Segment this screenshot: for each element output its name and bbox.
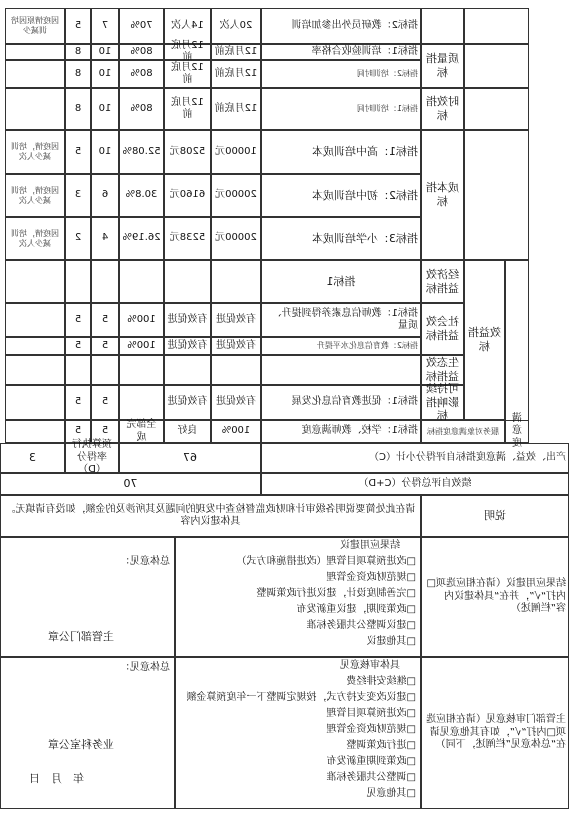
rate-cell: 全部完成 bbox=[119, 420, 164, 443]
audit-overall: 总体意见： bbox=[120, 556, 170, 567]
weight-cell bbox=[91, 355, 119, 385]
value-cell: 100% bbox=[211, 420, 261, 443]
category-econ: 经济效益指标 bbox=[421, 260, 464, 303]
value-cell: 12月底前 bbox=[211, 44, 261, 60]
audit-option[interactable]: □完善制度设计，建议进行政策调整 bbox=[256, 588, 416, 599]
audit-seal: 主管部门公章 bbox=[48, 630, 114, 643]
indicator-cell: 指标1：教师信息素养得到提升、质量 bbox=[261, 303, 421, 337]
rate-cell: 100% bbox=[119, 337, 164, 355]
category-eco: 生态效益指标 bbox=[421, 355, 464, 385]
weight-cell: 10 bbox=[91, 44, 119, 60]
rate-cell: 52.08% bbox=[119, 130, 164, 174]
weight-cell: 5 bbox=[91, 337, 119, 355]
target-cell bbox=[164, 355, 211, 385]
value-cell: 20人次 bbox=[211, 8, 261, 44]
weight-cell: 7 bbox=[91, 8, 119, 44]
weight-cell: 6 bbox=[91, 174, 119, 217]
score-cell: 8 bbox=[65, 88, 91, 130]
finance-left: 主管部门审核意见（请在相应选项□内打“√”，如有其他意见请在“总体意见”栏阐述，下同） bbox=[421, 657, 569, 809]
category-sustain: 可持续影响指标 bbox=[421, 385, 464, 420]
indicator-cell: 指标1：培训时间 bbox=[261, 88, 421, 130]
audit-option[interactable]: □改进预算项目管理（改进措施和方式） bbox=[236, 556, 416, 567]
score-cell bbox=[65, 355, 91, 385]
note-cell bbox=[5, 260, 65, 303]
note-cell bbox=[5, 385, 65, 420]
cat-blank bbox=[421, 8, 464, 44]
finance-option[interactable]: □继续安排经费 bbox=[346, 676, 416, 687]
finance-overall: 总体意见： bbox=[120, 662, 170, 673]
category-social: 社会效益指标 bbox=[421, 303, 464, 355]
finance-option[interactable]: □政策到期重新发布 bbox=[326, 756, 416, 767]
score-cell: 5 bbox=[65, 8, 91, 44]
indicator-cell: 指标1：高中培训成本 bbox=[261, 130, 421, 174]
rate-cell: 30.8% bbox=[119, 174, 164, 217]
score-cell: 5 bbox=[65, 420, 91, 443]
indicator-cell: 指标2：教研员外出参加培训 bbox=[261, 8, 421, 44]
weight-cell: 5 bbox=[91, 303, 119, 337]
value-cell bbox=[211, 260, 261, 303]
value-cell: 20000元 bbox=[211, 174, 261, 217]
category-cost: 成本指标 bbox=[421, 130, 464, 260]
weight-cell: 10 bbox=[91, 88, 119, 130]
score-cell: 5 bbox=[65, 130, 91, 174]
value-cell: 有效促进 bbox=[211, 303, 261, 337]
rate-cell: 70% bbox=[119, 8, 164, 44]
target-cell: 5238元 bbox=[164, 217, 211, 260]
finance-right bbox=[0, 657, 175, 809]
finance-seal: 业务科室公章 bbox=[48, 738, 114, 751]
total-label: 绩效自评总得分（C+D） bbox=[261, 473, 569, 495]
target-cell: 6160元 bbox=[164, 174, 211, 217]
target-cell: 有效促进 bbox=[164, 337, 211, 355]
rate-cell: 26.19% bbox=[119, 217, 164, 260]
remark-label: 说明 bbox=[421, 495, 569, 537]
category-time: 时效指标 bbox=[421, 88, 464, 130]
score-cell: 8 bbox=[65, 60, 91, 88]
rate-cell: 100% bbox=[119, 303, 164, 337]
note-cell: 因疫情原因培训减少 bbox=[5, 8, 65, 44]
target-cell: 有效促进 bbox=[164, 385, 211, 420]
note-cell bbox=[5, 355, 65, 385]
category-quality: 质量指标 bbox=[421, 44, 464, 88]
score-cell: 8 bbox=[65, 44, 91, 60]
value-cell: 20000元 bbox=[211, 217, 261, 260]
exec-value: 3 bbox=[0, 443, 65, 473]
cat-blank bbox=[464, 88, 529, 130]
note-cell: 因疫情，培训减少人次 bbox=[5, 174, 65, 217]
cat-blank bbox=[464, 44, 529, 88]
weight-cell: 10 bbox=[91, 130, 119, 174]
weight-cell: 10 bbox=[91, 60, 119, 88]
score-cell: 5 bbox=[65, 337, 91, 355]
indicator-cell: 指标1：学校、教师满意度 bbox=[261, 420, 421, 443]
value-cell bbox=[211, 355, 261, 385]
note-cell bbox=[5, 88, 65, 130]
satisfy-side-label: 满意度 bbox=[505, 420, 529, 443]
indicator-cell: 指标1：培训验收合格率 bbox=[261, 44, 421, 60]
category-benefit: 效益指标 bbox=[464, 260, 505, 420]
target-cell: 12月底前 bbox=[164, 44, 211, 60]
indicator-cell: 指标1 bbox=[261, 260, 421, 303]
finance-date: 年 月 日 bbox=[29, 772, 84, 785]
subtotal-value: 67 bbox=[119, 443, 261, 473]
note-cell bbox=[5, 44, 65, 60]
audit-option[interactable]: □建议调整公共服务标准 bbox=[306, 620, 416, 631]
cat-blank bbox=[464, 130, 529, 260]
finance-option[interactable]: □进行政策调整 bbox=[346, 740, 416, 751]
score-cell: 3 bbox=[65, 174, 91, 217]
note-cell bbox=[5, 60, 65, 88]
indicator-cell: 指标2：培训时间 bbox=[261, 60, 421, 88]
target-cell: 12月底前 bbox=[164, 88, 211, 130]
note-cell bbox=[5, 337, 65, 355]
rate-cell: 80% bbox=[119, 44, 164, 60]
finance-option[interactable]: □规范财政资金管理 bbox=[326, 724, 416, 735]
target-cell: 良好 bbox=[164, 420, 211, 443]
category-satisfy: 服务对象满意度指标 bbox=[421, 420, 505, 443]
total-value: 70 bbox=[0, 473, 261, 495]
rate-cell bbox=[119, 385, 164, 420]
score-cell: 2 bbox=[65, 217, 91, 260]
note-cell: 因疫情，培训减少人次 bbox=[5, 130, 65, 174]
audit-option[interactable]: □规范财政资金管理 bbox=[326, 572, 416, 583]
finance-options bbox=[175, 657, 421, 809]
rate-cell bbox=[119, 260, 164, 303]
score-cell: 5 bbox=[65, 385, 91, 420]
audit-options bbox=[175, 537, 421, 657]
note-cell bbox=[5, 303, 65, 337]
score-cell bbox=[65, 260, 91, 303]
target-cell: 12月底前 bbox=[164, 60, 211, 88]
cat-blank bbox=[464, 8, 529, 44]
rate-cell: 80% bbox=[119, 88, 164, 130]
value-cell: 有效促进 bbox=[211, 385, 261, 420]
finance-option: 具体审核意见 bbox=[340, 660, 400, 671]
indicator-cell bbox=[261, 355, 421, 385]
subtotal-label: 产出、效益、满意度指标自评得分小计（C） bbox=[261, 443, 569, 473]
weight-cell: 5 bbox=[91, 385, 119, 420]
value-cell: 有效促进 bbox=[211, 337, 261, 355]
value-cell: 10000元 bbox=[211, 130, 261, 174]
finance-option[interactable]: □调整公共服务标准 bbox=[326, 772, 416, 783]
audit-left: 结果应用建议（请在相应选项□内打“√”，并在“具体建议内容”栏阐述） bbox=[421, 537, 569, 657]
target-cell: 有效促进 bbox=[164, 303, 211, 337]
audit-option: 结果应用建议 bbox=[340, 540, 400, 551]
weight-cell: 5 bbox=[91, 420, 119, 443]
audit-option[interactable]: □政策到期，建议重新发布 bbox=[296, 604, 416, 615]
audit-option[interactable]: □其他建议 bbox=[366, 636, 416, 647]
remark-text: 请在此处简要说明各级审计和财政监督检查中发现的问题及其所涉及的金额，如没有请填无。具体建议内容 bbox=[0, 495, 421, 537]
target-cell: 14人次 bbox=[164, 8, 211, 44]
exec-label: 预算执行率得分（D） bbox=[65, 443, 119, 473]
finance-option[interactable]: □建议改变支持方式，按规定调整下一年度预算金额 bbox=[186, 692, 416, 703]
audit-right bbox=[0, 537, 175, 657]
note-cell bbox=[5, 420, 65, 443]
indicator-cell: 指标3：小学培训成本 bbox=[261, 217, 421, 260]
note-cell: 因疫情，培训减少人次 bbox=[5, 217, 65, 260]
value-cell: 12月底前 bbox=[211, 60, 261, 88]
weight-cell: 4 bbox=[91, 217, 119, 260]
rate-cell bbox=[119, 355, 164, 385]
indicator-cell: 指标1：促进教育信息化发展 bbox=[261, 385, 421, 420]
finance-option[interactable]: □其他意见 bbox=[366, 788, 416, 799]
target-cell bbox=[164, 260, 211, 303]
score-cell: 5 bbox=[65, 303, 91, 337]
indicator-cell: 指标2：教育信息化水平提升 bbox=[261, 337, 421, 355]
target-cell: 5208元 bbox=[164, 130, 211, 174]
indicator-cell: 指标2：初中培训成本 bbox=[261, 174, 421, 217]
weight-cell bbox=[91, 260, 119, 303]
value-cell: 12月底前 bbox=[211, 88, 261, 130]
rate-cell: 80% bbox=[119, 60, 164, 88]
finance-option[interactable]: □改进预算项目管理 bbox=[326, 708, 416, 719]
